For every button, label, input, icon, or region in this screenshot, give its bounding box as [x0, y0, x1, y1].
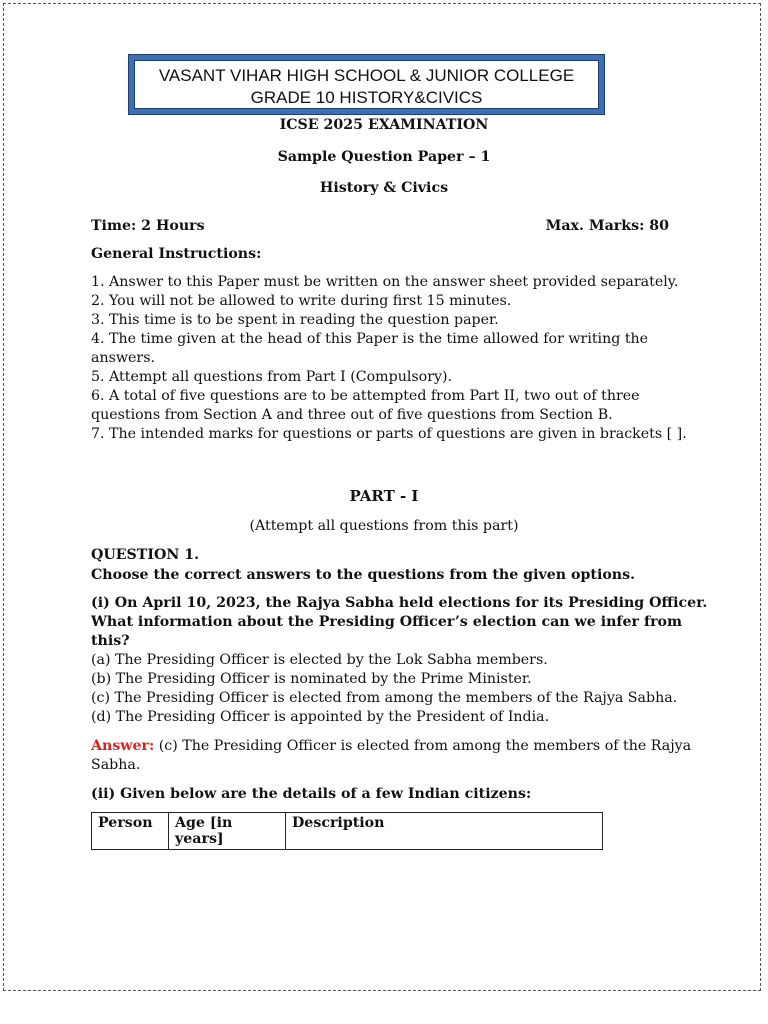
- instruction-line: questions from Section A and three out of five questions from Section B.: [91, 407, 613, 423]
- instructions-list: [91, 273, 687, 444]
- instruction-line: 6. A total of five questions are to be attempted from Part II, two out of three: [91, 388, 640, 404]
- header-description: Description: [286, 813, 603, 850]
- exam-title: ICSE 2025 EXAMINATION: [279, 117, 489, 133]
- citizens-table: [91, 812, 603, 850]
- part-title: PART - I: [349, 487, 419, 505]
- question-i-line: this?: [91, 633, 130, 649]
- question-i-line: (i) On April 10, 2023, the Rajya Sabha held elections for its Presiding Officer.: [91, 595, 708, 611]
- header-person: Person: [92, 813, 169, 850]
- instructions-heading: General Instructions:: [91, 246, 262, 262]
- paper-title: Sample Question Paper – 1: [277, 149, 491, 165]
- answer-block: [91, 737, 692, 775]
- instruction-line: 1. Answer to this Paper must be written on the answer sheet provided separately.: [91, 274, 679, 290]
- options-list: [91, 651, 681, 727]
- instruction-line: 3. This time is to be spent in reading the question paper.: [91, 312, 499, 328]
- school-name: VASANT VIHAR HIGH SCHOOL & JUNIOR COLLEGE: [158, 66, 575, 85]
- question-ii: (ii) Given below are the details of a few Indian citizens:: [91, 786, 532, 802]
- answer-text: (c) The Presiding Officer is elected from among the members of the Rajya: [154, 738, 692, 754]
- exam-time: Time: 2 Hours: [91, 218, 205, 234]
- option-b: (b) The Presiding Officer is nominated by the Prime Minister.: [91, 671, 532, 687]
- question-instruction: Choose the correct answers to the questions from the given options.: [91, 567, 636, 583]
- instruction-line: 7. The intended marks for questions or parts of questions are given in brackets [ ].: [91, 426, 687, 442]
- question-label: QUESTION 1.: [91, 547, 200, 563]
- max-marks: Max. Marks: 80: [545, 218, 669, 234]
- school-header-box: [129, 55, 604, 114]
- option-d: (d) The Presiding Officer is appointed by the President of India.: [91, 709, 550, 725]
- instruction-line: answers.: [91, 350, 155, 366]
- header-age: Age [in years]: [169, 813, 286, 850]
- instruction-line: 5. Attempt all questions from Part I (Compulsory).: [91, 369, 453, 385]
- question-i-line: What information about the Presiding Officer’s election can we infer from: [91, 614, 683, 630]
- subject-title: History & Civics: [319, 180, 449, 196]
- option-a: (a) The Presiding Officer is elected by the Lok Sabha members.: [91, 652, 548, 668]
- answer-label: Answer:: [91, 738, 155, 754]
- answer-text-continued: Sabha.: [91, 757, 141, 773]
- instruction-line: 2. You will not be allowed to write during first 15 minutes.: [91, 293, 512, 309]
- table-header-row: [92, 813, 603, 850]
- question-i: [91, 594, 708, 651]
- grade-subject: GRADE 10 HISTORY&CIVICS: [250, 88, 483, 107]
- instruction-line: 4. The time given at the head of this Paper is the time allowed for writing the: [91, 331, 649, 347]
- option-c: (c) The Presiding Officer is elected from among the members of the Rajya Sabha.: [91, 690, 678, 706]
- part-subtitle: (Attempt all questions from this part): [249, 518, 519, 534]
